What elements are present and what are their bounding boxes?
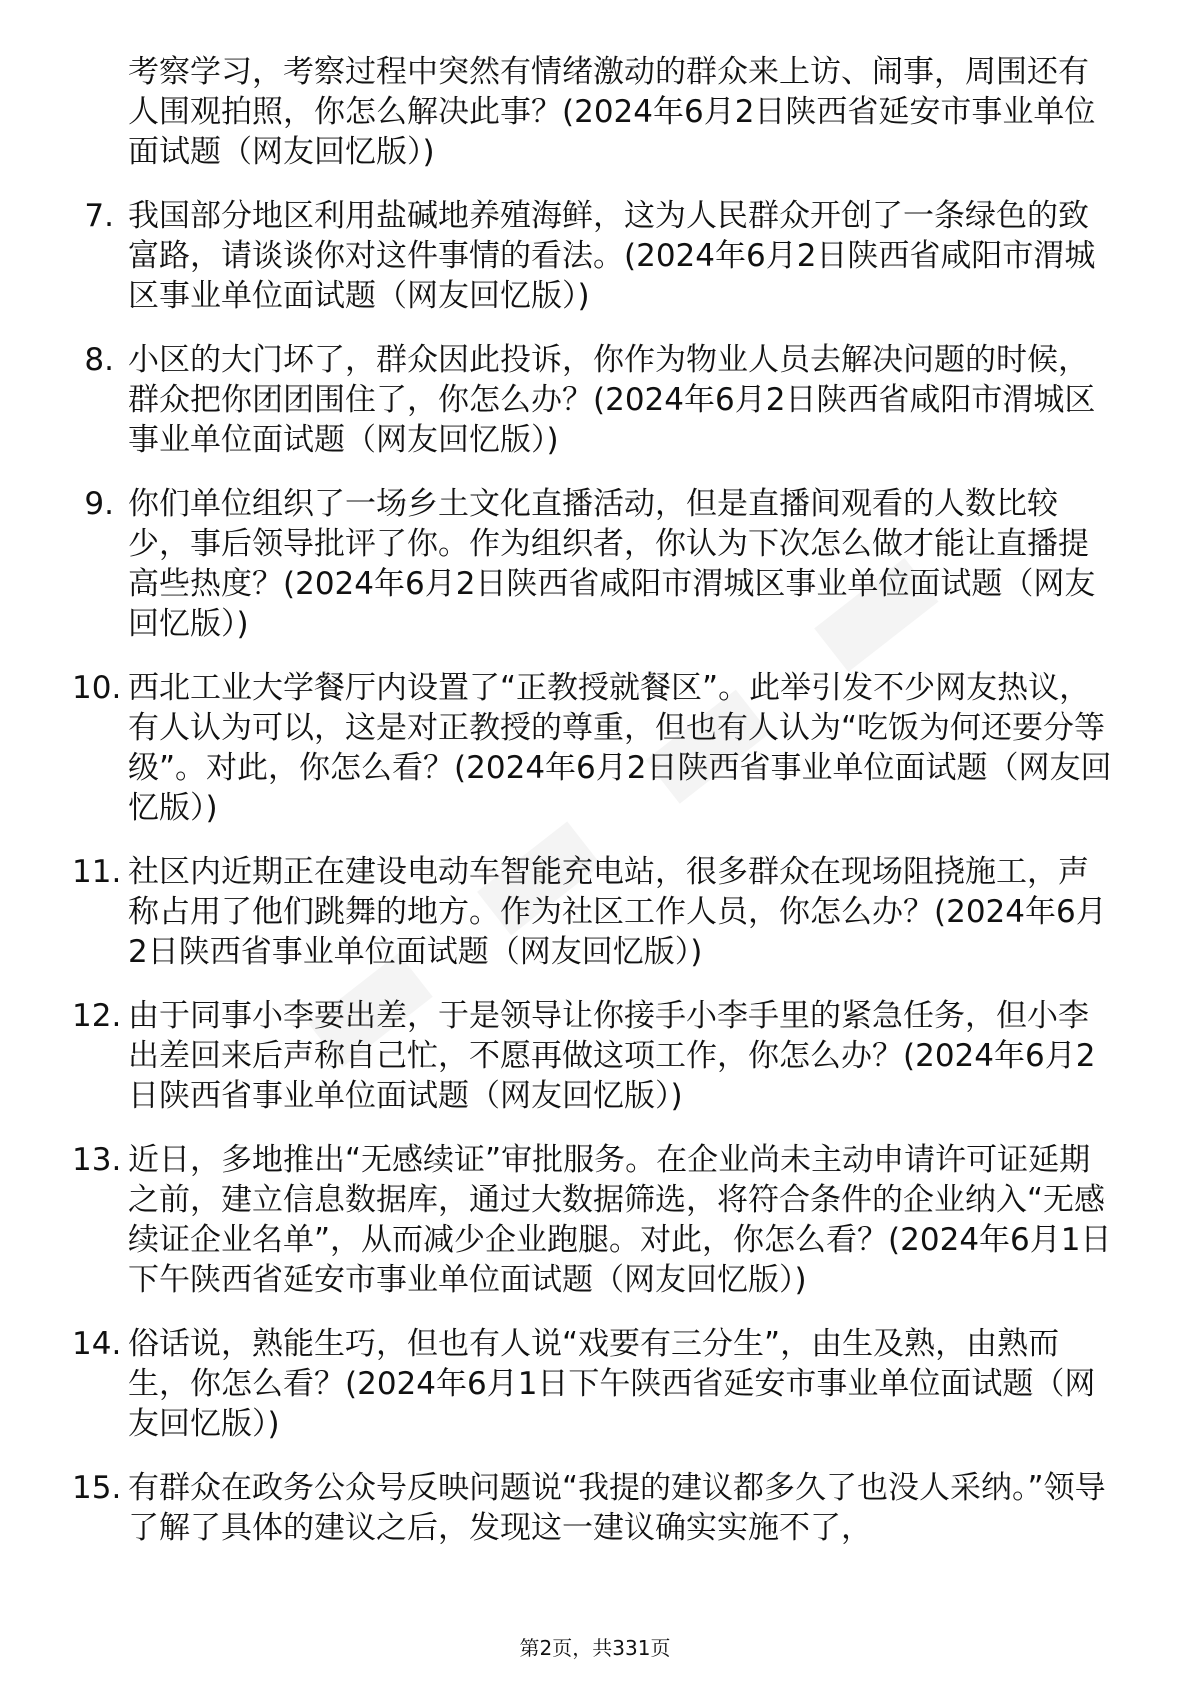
document-body — [72, 52, 1112, 1572]
item-number: 15. — [72, 1470, 122, 1506]
list-item — [72, 1468, 1112, 1548]
item-text: 你们单位组织了一场乡土文化直播活动，但是直播间观看的人数比较少，事后领导批评了你。作为组织者，你认为下次怎么做才能让直播提高些热度？(2024年6月2日陕西省咸阳市渭城区事业单位面试题（网友回忆版）) — [128, 486, 1096, 642]
item-number: 9. — [84, 486, 114, 522]
item-text: 西北工业大学餐厅内设置了“正教授就餐区”。此举引发不少网友热议，有人认为可以，这是对正教授的尊重，但也有人认为“吃饭为何还要分等级”。对此，你怎么看？(2024年6月2日陕西省事业单位面试题（网友回忆版）) — [128, 670, 1112, 826]
list-item — [72, 668, 1112, 828]
item-number: 10. — [72, 670, 122, 706]
continued-paragraph: 考察学习，考察过程中突然有情绪激动的群众来上访、闹事，周围还有人围观拍照，你怎么解决此事？(2024年6月2日陕西省延安市事业单位面试题（网友回忆版）) — [128, 54, 1096, 170]
item-number: 14. — [72, 1326, 122, 1362]
list-item — [72, 996, 1112, 1116]
item-text: 小区的大门坏了，群众因此投诉，你作为物业人员去解决问题的时候，群众把你团团围住了，你怎么办？(2024年6月2日陕西省咸阳市渭城区事业单位面试题（网友回忆版）) — [128, 342, 1096, 458]
item-number: 13. — [72, 1142, 122, 1178]
item-number: 12. — [72, 998, 122, 1034]
list-item — [72, 340, 1112, 460]
page-footer: 第2页，共331页 — [519, 1636, 671, 1660]
item-number: 7. — [84, 198, 114, 234]
item-text: 由于同事小李要出差，于是领导让你接手小李手里的紧急任务，但小李出差回来后声称自己忙，不愿再做这项工作，你怎么办？(2024年6月2日陕西省事业单位面试题（网友回忆版）) — [128, 998, 1096, 1114]
list-item — [72, 1140, 1112, 1300]
item-text: 社区内近期正在建设电动车智能充电站，很多群众在现场阻挠施工，声称占用了他们跳舞的地方。作为社区工作人员，你怎么办？(2024年6月2日陕西省事业单位面试题（网友回忆版）) — [128, 854, 1107, 970]
item-text: 有群众在政务公众号反映问题说“我提的建议都多久了也没人采纳。”领导了解了具体的建议之后，发现这一建议确实实施不了， — [128, 1470, 1106, 1546]
list-item — [72, 852, 1112, 972]
item-text: 俗话说，熟能生巧，但也有人说“戏要有三分生”，由生及熟，由熟而生，你怎么看？(2024年6月1日下午陕西省延安市事业单位面试题（网友回忆版）) — [128, 1326, 1096, 1442]
list-item — [72, 196, 1112, 316]
question-list — [72, 196, 1112, 1548]
list-item — [72, 1324, 1112, 1444]
item-text: 近日，多地推出“无感续证”审批服务。在企业尚未主动申请许可证延期之前，建立信息数据库，通过大数据筛选，将符合条件的企业纳入“无感续证企业名单”，从而减少企业跑腿。对此，你怎么看？(2024年6月1日下午陕西省延安市事业单位面试题（网友回忆版）) — [128, 1142, 1112, 1298]
item-text: 我国部分地区利用盐碱地养殖海鲜，这为人民群众开创了一条绿色的致富路，请谈谈你对这件事情的看法。(2024年6月2日陕西省咸阳市渭城区事业单位面试题（网友回忆版）) — [128, 198, 1096, 314]
list-item — [72, 484, 1112, 644]
item-number: 8. — [84, 342, 114, 378]
item-number: 11. — [72, 854, 122, 890]
